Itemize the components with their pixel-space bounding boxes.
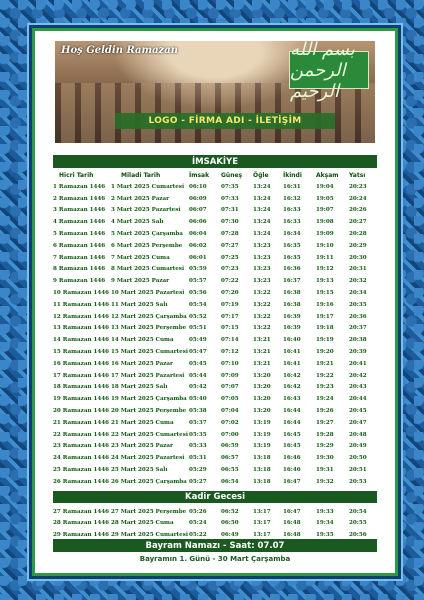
gunes-time: 07:09: [221, 372, 239, 379]
table-row: [53, 252, 377, 264]
hicri-date: 11 Ramazan 1446: [53, 301, 110, 308]
ikindi-time: 16:31: [283, 183, 301, 190]
gunes-time: 06:52: [221, 508, 239, 515]
table-row: [53, 518, 377, 530]
table-row: [53, 429, 377, 441]
aksam-time: 19:29: [316, 443, 334, 450]
ikindi-time: 16:41: [283, 349, 301, 356]
ogle-time: 13:24: [253, 195, 271, 202]
imsak-time: 05:29: [189, 467, 207, 474]
table-row: [53, 240, 377, 252]
ogle-time: 13:20: [253, 372, 271, 379]
imsak-time: 05:27: [189, 478, 207, 485]
ikindi-time: 16:44: [283, 408, 301, 415]
hicri-date: 7 Ramazan 1446: [53, 254, 106, 261]
ikindi-time: 16:33: [283, 207, 301, 214]
timetable-part2: [53, 506, 377, 541]
table-row: [53, 382, 377, 394]
gunes-time: 07:00: [221, 431, 239, 438]
hicri-date: 26 Ramazan 1446: [53, 478, 110, 485]
gunes-time: 07:28: [221, 231, 239, 238]
ikindi-time: 16:45: [283, 431, 301, 438]
imsak-time: 05:40: [189, 396, 207, 403]
ogle-time: 13:20: [253, 396, 271, 403]
miladi-date: 28 Mart 2025 Cuma: [111, 520, 174, 527]
miladi-date: 15 Mart 2025 Cumartesi: [111, 349, 188, 356]
ikindi-time: 16:39: [283, 313, 301, 320]
table-row: [53, 311, 377, 323]
ikindi-time: 16:38: [283, 290, 301, 297]
hicri-date: 21 Ramazan 1446: [53, 419, 110, 426]
imsak-time: 06:10: [189, 183, 207, 190]
gunes-time: 06:54: [221, 478, 239, 485]
ikindi-time: 16:33: [283, 219, 301, 226]
hicri-date: 12 Ramazan 1446: [53, 313, 110, 320]
hicri-date: 25 Ramazan 1446: [53, 467, 110, 474]
yatsi-time: 20:54: [349, 508, 367, 515]
hicri-date: 2 Ramazan 1446: [53, 195, 106, 202]
table-row: [53, 334, 377, 346]
hicri-date: 1 Ramazan 1446: [53, 183, 106, 190]
ikindi-time: 16:35: [283, 254, 301, 261]
imsak-time: 05:47: [189, 349, 207, 356]
aksam-time: 19:12: [316, 266, 334, 273]
ikindi-time: 16:32: [283, 195, 301, 202]
miladi-date: 14 Mart 2025 Cuma: [111, 337, 174, 344]
yatsi-time: 20:28: [349, 231, 367, 238]
aksam-time: 19:04: [316, 183, 334, 190]
table-row: [53, 323, 377, 335]
table-row: [53, 299, 377, 311]
hicri-date: 29 Ramazan 1446: [53, 531, 110, 538]
yatsi-time: 20:48: [349, 431, 367, 438]
ikindi-time: 16:48: [283, 531, 301, 538]
aksam-time: 19:19: [316, 337, 334, 344]
imsak-time: 05:31: [189, 455, 207, 462]
table-row: [53, 181, 377, 193]
imsak-time: 06:09: [189, 195, 207, 202]
gunes-time: 07:30: [221, 219, 239, 226]
ogle-time: 13:23: [253, 242, 271, 249]
aksam-time: 19:18: [316, 325, 334, 332]
ogle-time: 13:21: [253, 337, 271, 344]
aksam-time: 19:31: [316, 467, 334, 474]
hicri-date: 15 Ramazan 1446: [53, 349, 110, 356]
imsak-time: 06:07: [189, 207, 207, 214]
ikindi-time: 16:34: [283, 231, 301, 238]
yatsi-time: 20:27: [349, 219, 367, 226]
miladi-date: 7 Mart 2025 Cuma: [111, 254, 170, 261]
aksam-time: 19:27: [316, 419, 334, 426]
ikindi-time: 16:45: [283, 443, 301, 450]
aksam-time: 19:07: [316, 207, 334, 214]
hicri-date: 17 Ramazan 1446: [53, 372, 110, 379]
miladi-date: 26 Mart 2025 Çarşamba: [111, 478, 187, 485]
imsak-time: 05:44: [189, 372, 207, 379]
gunes-time: 07:31: [221, 207, 239, 214]
miladi-date: 18 Mart 2025 Salı: [111, 384, 168, 391]
aksam-time: 19:24: [316, 396, 334, 403]
aksam-time: 19:32: [316, 478, 334, 485]
imsak-time: 05:24: [189, 520, 207, 527]
content-card: [32, 28, 398, 576]
table-row: [53, 464, 377, 476]
aksam-time: 19:16: [316, 301, 334, 308]
ogle-time: 13:17: [253, 531, 271, 538]
ogle-time: 13:24: [253, 231, 271, 238]
table-row: [53, 264, 377, 276]
ogle-time: 13:18: [253, 467, 271, 474]
yatsi-time: 20:38: [349, 337, 367, 344]
miladi-date: 17 Mart 2025 Pazartesi: [111, 372, 185, 379]
imsak-time: 05:52: [189, 313, 207, 320]
yatsi-time: 20:55: [349, 520, 367, 527]
ikindi-time: 16:35: [283, 242, 301, 249]
ikindi-time: 16:38: [283, 301, 301, 308]
yatsi-time: 20:26: [349, 207, 367, 214]
aksam-time: 19:22: [316, 372, 334, 379]
ogle-time: 13:19: [253, 443, 271, 450]
ogle-time: 13:20: [253, 408, 271, 415]
aksam-time: 19:35: [316, 531, 334, 538]
yatsi-time: 20:37: [349, 325, 367, 332]
ikindi-time: 16:47: [283, 508, 301, 515]
miladi-date: 24 Mart 2025 Pazartesi: [111, 455, 185, 462]
header-gunes: Güneş: [221, 172, 243, 179]
hicri-date: 4 Ramazan 1446: [53, 219, 106, 226]
imsak-time: 06:01: [189, 254, 207, 261]
ogle-time: 13:17: [253, 520, 271, 527]
aksam-time: 19:23: [316, 384, 334, 391]
ikindi-time: 16:41: [283, 360, 301, 367]
ikindi-time: 16:44: [283, 419, 301, 426]
ogle-time: 13:21: [253, 360, 271, 367]
ogle-time: 13:23: [253, 254, 271, 261]
table-row: [53, 346, 377, 358]
hicri-date: 14 Ramazan 1446: [53, 337, 110, 344]
imsak-time: 05:51: [189, 325, 207, 332]
aksam-time: 19:11: [316, 254, 334, 261]
yatsi-time: 20:23: [349, 183, 367, 190]
ogle-time: 13:19: [253, 419, 271, 426]
table-row: [53, 393, 377, 405]
table-row: [53, 193, 377, 205]
yatsi-time: 20:47: [349, 419, 367, 426]
hicri-date: 8 Ramazan 1446: [53, 266, 106, 273]
imsak-time: 05:37: [189, 419, 207, 426]
header-yatsi: Yatsı: [349, 172, 366, 179]
gunes-time: 07:20: [221, 290, 239, 297]
gunes-time: 07:25: [221, 254, 239, 261]
table-row: [53, 275, 377, 287]
hicri-date: 27 Ramazan 1446: [53, 508, 110, 515]
header-banner: [55, 41, 375, 143]
miladi-date: 19 Mart 2025 Çarşamba: [111, 396, 187, 403]
hicri-date: 22 Ramazan 1446: [53, 431, 110, 438]
gunes-time: 07:14: [221, 337, 239, 344]
ogle-time: 13:19: [253, 431, 271, 438]
ikindi-time: 16:40: [283, 337, 301, 344]
aksam-time: 19:10: [316, 242, 334, 249]
yatsi-time: 20:49: [349, 443, 367, 450]
ikindi-time: 16:48: [283, 520, 301, 527]
hicri-date: 13 Ramazan 1446: [53, 325, 110, 332]
yatsi-time: 20:32: [349, 278, 367, 285]
table-row: [53, 506, 377, 518]
miladi-date: 29 Mart 2025 Cumartesi: [111, 531, 188, 538]
yatsi-time: 20:29: [349, 242, 367, 249]
ogle-time: 13:21: [253, 349, 271, 356]
gunes-time: 07:05: [221, 396, 239, 403]
imsak-time: 05:49: [189, 337, 207, 344]
ogle-time: 13:20: [253, 384, 271, 391]
table-row: [53, 228, 377, 240]
logo-firm-contact-bar: LOGO - FİRMA ADI - İLETİŞİM: [115, 113, 335, 129]
hicri-date: 10 Ramazan 1446: [53, 290, 110, 297]
yatsi-time: 20:34: [349, 290, 367, 297]
aksam-time: 19:08: [316, 219, 334, 226]
gunes-time: 07:07: [221, 384, 239, 391]
yatsi-time: 20:42: [349, 372, 367, 379]
calligraphy-badge: بسم الله الرحمن: [289, 51, 369, 89]
yatsi-time: 20:43: [349, 384, 367, 391]
miladi-date: 22 Mart 2025 Cumartesi: [111, 431, 188, 438]
gunes-time: 06:49: [221, 531, 239, 538]
header-hicri: Hicri Tarih: [59, 172, 94, 179]
gunes-time: 06:55: [221, 467, 239, 474]
gunes-time: 07:10: [221, 360, 239, 367]
miladi-date: 11 Mart 2025 Salı: [111, 301, 168, 308]
yatsi-time: 20:56: [349, 531, 367, 538]
imsak-time: 06:04: [189, 231, 207, 238]
gunes-time: 07:27: [221, 242, 239, 249]
header-miladi: Miladi Tarih: [121, 172, 161, 179]
table-row: [53, 287, 377, 299]
hicri-date: 3 Ramazan 1446: [53, 207, 106, 214]
hicri-date: 16 Ramazan 1446: [53, 360, 110, 367]
imsak-time: 05:38: [189, 408, 207, 415]
ogle-time: 13:23: [253, 278, 271, 285]
gunes-time: 07:19: [221, 301, 239, 308]
ogle-time: 13:22: [253, 301, 271, 308]
table-row: [53, 358, 377, 370]
gunes-time: 07:17: [221, 313, 239, 320]
table-row: [53, 216, 377, 228]
yatsi-time: 20:35: [349, 301, 367, 308]
yatsi-time: 20:53: [349, 478, 367, 485]
ogle-time: 13:22: [253, 325, 271, 332]
hicri-date: 28 Ramazan 1446: [53, 520, 110, 527]
ogle-time: 13:24: [253, 219, 271, 226]
ikindi-time: 16:37: [283, 278, 301, 285]
bayram-namazi-bar: Bayram Namazı - Saat: 07.07: [53, 539, 377, 552]
yatsi-time: 20:50: [349, 455, 367, 462]
miladi-date: 16 Mart 2025 Pazar: [111, 360, 173, 367]
aksam-time: 19:13: [316, 278, 334, 285]
ogle-time: 13:18: [253, 455, 271, 462]
miladi-date: 4 Mart 2025 Salı: [111, 219, 164, 226]
hicri-date: 5 Ramazan 1446: [53, 231, 106, 238]
ikindi-time: 16:39: [283, 325, 301, 332]
miladi-date: 12 Mart 2025 Çarşamba: [111, 313, 187, 320]
table-header-row: [53, 170, 377, 181]
ikindi-time: 16:36: [283, 266, 301, 273]
header-ogle: Öğle: [253, 172, 269, 179]
header-ikindi: İkindi: [283, 172, 302, 179]
hicri-date: 19 Ramazan 1446: [53, 396, 110, 403]
aksam-time: 19:33: [316, 508, 334, 515]
table-row: [53, 441, 377, 453]
aksam-time: 19:05: [316, 195, 334, 202]
gunes-time: 07:15: [221, 325, 239, 332]
yatsi-time: 20:45: [349, 408, 367, 415]
aksam-time: 19:34: [316, 520, 334, 527]
hicri-date: 6 Ramazan 1446: [53, 242, 106, 249]
miladi-date: 27 Mart 2025 Perşembe: [111, 508, 187, 515]
ikindi-time: 16:42: [283, 384, 301, 391]
ikindi-time: 16:42: [283, 372, 301, 379]
gunes-time: 07:22: [221, 278, 239, 285]
imsak-time: 05:22: [189, 531, 207, 538]
imsak-time: 05:59: [189, 266, 207, 273]
imsak-time: 05:57: [189, 278, 207, 285]
yatsi-time: 20:41: [349, 360, 367, 367]
miladi-date: 1 Mart 2025 Cumartesi: [111, 183, 185, 190]
gunes-time: 07:12: [221, 349, 239, 356]
imsak-time: 05:26: [189, 508, 207, 515]
hicri-date: 9 Ramazan 1446: [53, 278, 106, 285]
hicri-date: 20 Ramazan 1446: [53, 408, 110, 415]
aksam-time: 19:21: [316, 360, 334, 367]
aksam-time: 19:20: [316, 349, 334, 356]
gunes-time: 07:23: [221, 266, 239, 273]
ikindi-time: 16:47: [283, 478, 301, 485]
yatsi-time: 20:31: [349, 266, 367, 273]
gunes-time: 07:33: [221, 195, 239, 202]
miladi-date: 9 Mart 2025 Pazar: [111, 278, 170, 285]
gunes-time: 06:59: [221, 443, 239, 450]
ogle-time: 13:22: [253, 313, 271, 320]
ogle-time: 13:17: [253, 508, 271, 515]
ogle-time: 13:22: [253, 290, 271, 297]
table-row: [53, 417, 377, 429]
header-aksam: Akşam: [316, 172, 339, 179]
imsak-time: 06:06: [189, 219, 207, 226]
imsak-time: 05:54: [189, 301, 207, 308]
ikindi-time: 16:46: [283, 455, 301, 462]
imsak-time: 06:02: [189, 242, 207, 249]
kadir-gecesi-banner: Kadir Gecesi: [53, 491, 377, 503]
gunes-time: 07:04: [221, 408, 239, 415]
miladi-date: 6 Mart 2025 Perşembe: [111, 242, 183, 249]
header-imsak: İmsak: [189, 172, 210, 179]
ogle-time: 13:18: [253, 478, 271, 485]
miladi-date: 5 Mart 2025 Çarşamba: [111, 231, 183, 238]
table-row: [53, 205, 377, 217]
gunes-time: 06:50: [221, 520, 239, 527]
imsak-time: 05:42: [189, 384, 207, 391]
ogle-time: 13:24: [253, 207, 271, 214]
gunes-time: 07:35: [221, 183, 239, 190]
ogle-time: 13:23: [253, 266, 271, 273]
miladi-date: 3 Mart 2025 Pazartesi: [111, 207, 181, 214]
miladi-date: 8 Mart 2025 Cumartesi: [111, 266, 185, 273]
imsak-time: 05:45: [189, 360, 207, 367]
imsak-time: 05:35: [189, 431, 207, 438]
ogle-time: 13:24: [253, 183, 271, 190]
miladi-date: 25 Mart 2025 Salı: [111, 467, 168, 474]
table-row: [53, 370, 377, 382]
aksam-time: 19:30: [316, 455, 334, 462]
ikindi-time: 16:43: [283, 396, 301, 403]
miladi-date: 10 Mart 2025 Pazartesi: [111, 290, 185, 297]
gunes-time: 07:02: [221, 419, 239, 426]
hicri-date: 24 Ramazan 1446: [53, 455, 110, 462]
greeting-text: Hoş Geldin Ramazan: [61, 45, 178, 56]
miladi-date: 13 Mart 2025 Perşembe: [111, 325, 187, 332]
aksam-time: 19:09: [316, 231, 334, 238]
yatsi-time: 20:44: [349, 396, 367, 403]
aksam-time: 19:15: [316, 290, 334, 297]
miladi-date: 23 Mart 2025 Pazar: [111, 443, 173, 450]
table-row: [53, 476, 377, 488]
table-row: [53, 405, 377, 417]
ikindi-time: 16:46: [283, 467, 301, 474]
aksam-time: 19:17: [316, 313, 334, 320]
yatsi-time: 20:51: [349, 467, 367, 474]
yatsi-time: 20:24: [349, 195, 367, 202]
yatsi-time: 20:30: [349, 254, 367, 261]
aksam-time: 19:28: [316, 431, 334, 438]
miladi-date: 2 Mart 2025 Pazar: [111, 195, 170, 202]
timetable-part1: [53, 170, 377, 488]
imsak-time: 05:33: [189, 443, 207, 450]
imsak-time: 05:56: [189, 290, 207, 297]
aksam-time: 19:26: [316, 408, 334, 415]
miladi-date: 21 Mart 2025 Cuma: [111, 419, 174, 426]
hicri-date: 18 Ramazan 1446: [53, 384, 110, 391]
hicri-date: 23 Ramazan 1446: [53, 443, 110, 450]
gunes-time: 06:57: [221, 455, 239, 462]
table-row: [53, 452, 377, 464]
imsakiye-title: İMSAKİYE: [53, 155, 377, 168]
miladi-date: 20 Mart 2025 Perşembe: [111, 408, 187, 415]
yatsi-time: 20:36: [349, 313, 367, 320]
bayram-first-day: Bayramın 1. Günü - 30 Mart Çarşamba: [139, 555, 291, 563]
yatsi-time: 20:39: [349, 349, 367, 356]
